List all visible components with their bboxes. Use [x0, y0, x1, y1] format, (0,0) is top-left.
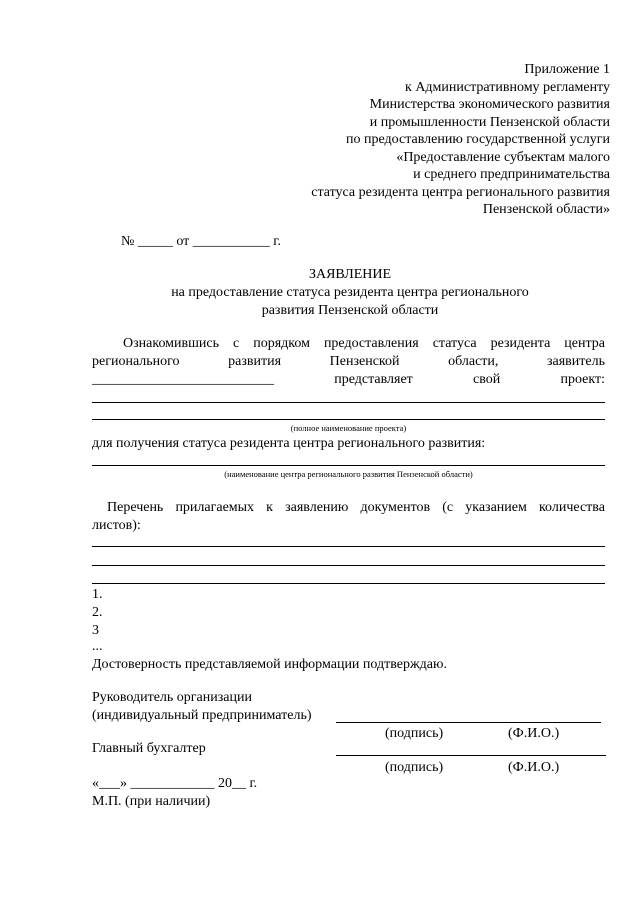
intro-word: Ознакомившись	[123, 336, 220, 351]
intro-word: проект:	[560, 372, 605, 387]
documents-word: к	[266, 500, 273, 515]
intro-row-1	[123, 337, 605, 351]
intro-word: предоставления	[323, 336, 419, 351]
documents-item-3: 3	[92, 623, 99, 638]
documents-item-1: 1.	[92, 587, 103, 602]
intro-row-3	[92, 373, 605, 387]
documents-word: документов	[360, 500, 431, 515]
status-line: для получения статуса резидента центра регионального развития:	[92, 436, 486, 451]
documents-line-3[interactable]	[92, 583, 605, 584]
head-signature-line[interactable]	[336, 722, 601, 723]
head-fio-caption: (Ф.И.О.)	[508, 726, 560, 741]
documents-line-2[interactable]	[92, 565, 605, 566]
appendix-line-5: по предоставлению государственной услуги	[346, 132, 610, 147]
intro-word: заявитель	[547, 354, 605, 369]
document-title: ЗАЯВЛЕНИЕ	[308, 267, 392, 282]
appendix-line-8: статуса резидента центра регионального развития	[311, 185, 610, 200]
project-name-line-2[interactable]	[92, 419, 605, 420]
intro-word: представляет	[334, 372, 413, 387]
intro-word: свой	[473, 372, 501, 387]
appendix-line-4: и промышленности Пензенской области	[369, 115, 610, 130]
documents-item-2: 2.	[92, 605, 103, 620]
intro-word: области,	[448, 354, 499, 369]
head-label-line-1: Руководитель организации	[92, 690, 252, 705]
head-signature-caption: (подпись)	[385, 726, 444, 741]
documents-word: прилагаемых	[175, 500, 255, 515]
document-subtitle-line-1: на предоставление статуса резидента центра регионального	[171, 285, 529, 300]
center-name-caption: (наименование центра регионального развития Пензенской области)	[224, 469, 473, 479]
documents-word: количества	[538, 500, 605, 515]
appendix-line-7: и среднего предпринимательства	[413, 167, 610, 182]
appendix-line-6: «Предоставление субъектам малого	[396, 150, 610, 165]
seal-note: М.П. (при наличии)	[92, 794, 211, 809]
accountant-label: Главный бухгалтер	[92, 741, 206, 756]
date-line[interactable]: «___» ____________ 20__ г.	[92, 776, 258, 791]
intro-word: центра	[564, 336, 605, 351]
intro-word: с	[233, 336, 240, 351]
project-name-caption: (полное наименование проекта)	[290, 423, 407, 433]
intro-word: развития	[228, 354, 282, 369]
head-label-line-2: (индивидуальный предприниматель)	[92, 708, 312, 723]
confirmation-text: Достоверность представляемой информации подтверждаю.	[92, 657, 447, 672]
accountant-fio-caption: (Ф.И.О.)	[508, 760, 560, 775]
accountant-signature-line[interactable]	[336, 755, 606, 756]
appendix-line-9: Пензенской области»	[482, 202, 610, 217]
intro-word: резидента	[490, 336, 551, 351]
documents-line-1[interactable]	[92, 546, 605, 547]
documents-word: заявлению	[285, 500, 349, 515]
documents-row-1	[107, 501, 605, 515]
intro-row-2	[92, 355, 605, 369]
accountant-signature-caption: (подпись)	[385, 760, 444, 775]
applicant-blank[interactable]: __________________________	[92, 372, 274, 387]
documents-word: (с	[442, 500, 454, 515]
documents-word: Перечень	[107, 500, 164, 515]
document-subtitle-line-2: развития Пензенской области	[261, 303, 439, 318]
project-name-line-1[interactable]	[92, 402, 605, 403]
intro-word: статуса	[432, 336, 477, 351]
appendix-line-3: Министерства экономического развития	[369, 97, 610, 112]
appendix-line-1: Приложение 1	[524, 62, 610, 77]
appendix-line-2: к Административному регламенту	[405, 80, 610, 95]
intro-word: Пензенской	[329, 354, 400, 369]
documents-item-more: ...	[92, 639, 103, 654]
documents-row-2: листов):	[92, 518, 141, 533]
registration-number-line: № _____ от ___________ г.	[121, 234, 281, 249]
intro-word: порядком	[253, 336, 310, 351]
documents-word: указанием	[465, 500, 527, 515]
center-name-line[interactable]	[92, 465, 605, 466]
intro-word: регионального	[92, 354, 180, 369]
